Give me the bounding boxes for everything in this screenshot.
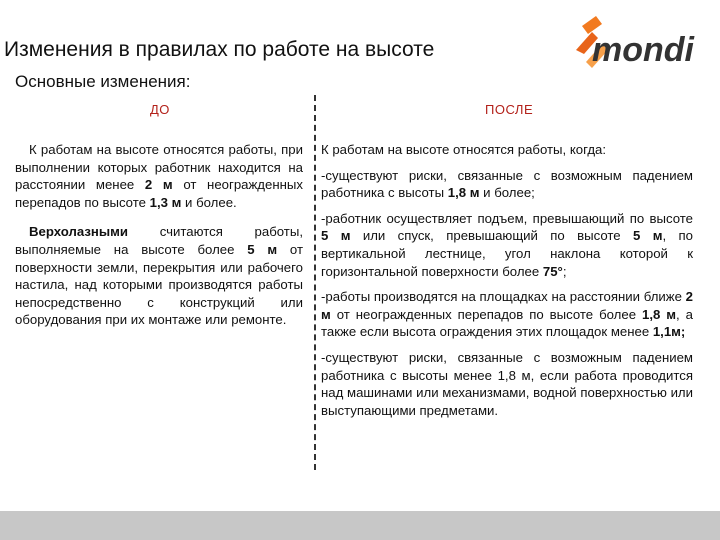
after-column <box>321 141 693 427</box>
bold-value: 2 м <box>144 177 173 193</box>
footer-bar <box>0 511 720 540</box>
bold-value: 5 м <box>633 228 663 244</box>
bold-value: 75° <box>542 263 563 279</box>
bold-value: 1,8 м <box>447 185 480 201</box>
bold-value: 1,3 м <box>149 194 182 210</box>
before-paragraph-1 <box>15 141 303 211</box>
text-run: -существуют риски, связанные с возможным падением работника с высоты <box>321 167 693 201</box>
section-subtitle: Основные изменения: <box>15 72 191 91</box>
column-heading-after: ПОСЛЕ <box>485 102 534 117</box>
bold-value: 1,1м; <box>652 324 686 340</box>
after-intro: К работам на высоте относятся работы, когда: <box>321 142 607 157</box>
bold-value: 2 м <box>321 289 693 322</box>
text-run: от неогражденных перепадов по высоте более <box>330 306 642 322</box>
bold-value: 5 м <box>321 228 351 244</box>
text-run: и более. <box>181 194 237 210</box>
after-item-3 <box>321 288 693 341</box>
after-item-2 <box>321 210 693 280</box>
bold-term: Верхолазными <box>29 224 128 240</box>
text-run: или спуск, превышающий по высоте <box>350 228 633 244</box>
after-item-4: -существуют риски, связанные с возможным падением работника с высоты менее 1,8 м, если работа проводится над машинами или механизмами, водной поверхностью или выступающими предметами. <box>321 349 693 418</box>
page-title: Изменения в правилах по работе на высоте <box>4 38 435 61</box>
text-run: , по вертикальной лестнице, угол наклона которой к горизонтальной поверхности более <box>321 228 693 279</box>
mondi-logo-text: mondi <box>592 31 694 69</box>
before-column <box>15 141 303 341</box>
text-run: -работник осуществляет подъем, превышающий по высоте <box>321 210 693 226</box>
mondi-logo <box>572 14 706 70</box>
text-run: , а также если высота ограждения этих площадок менее <box>321 306 693 340</box>
before-paragraph-2 <box>15 223 303 329</box>
text-run: считаются работы, выполняемые на высоте более <box>15 224 303 257</box>
column-divider <box>314 95 316 470</box>
text-run: от неогражденных перепадов по высоте <box>15 177 303 210</box>
after-item-1 <box>321 167 693 202</box>
text-run: и более; <box>479 185 535 201</box>
text-run: К работам на высоте относятся работы, при выполнении которых работник находится на расстоянии менее <box>15 142 303 193</box>
text-run: от поверхности земли, перекрытия или рабочего настила, над которыми производятся работы непосредственно с конструкций или оборудования при их монтаже или ремонте. <box>15 241 303 328</box>
bold-value: 1,8 м <box>641 306 677 322</box>
text-run: -работы производятся на площадках на расстоянии ближе <box>321 289 686 305</box>
column-heading-before: ДО <box>150 102 170 117</box>
text-run: ; <box>562 263 567 279</box>
bold-value: 5 м <box>247 241 278 257</box>
